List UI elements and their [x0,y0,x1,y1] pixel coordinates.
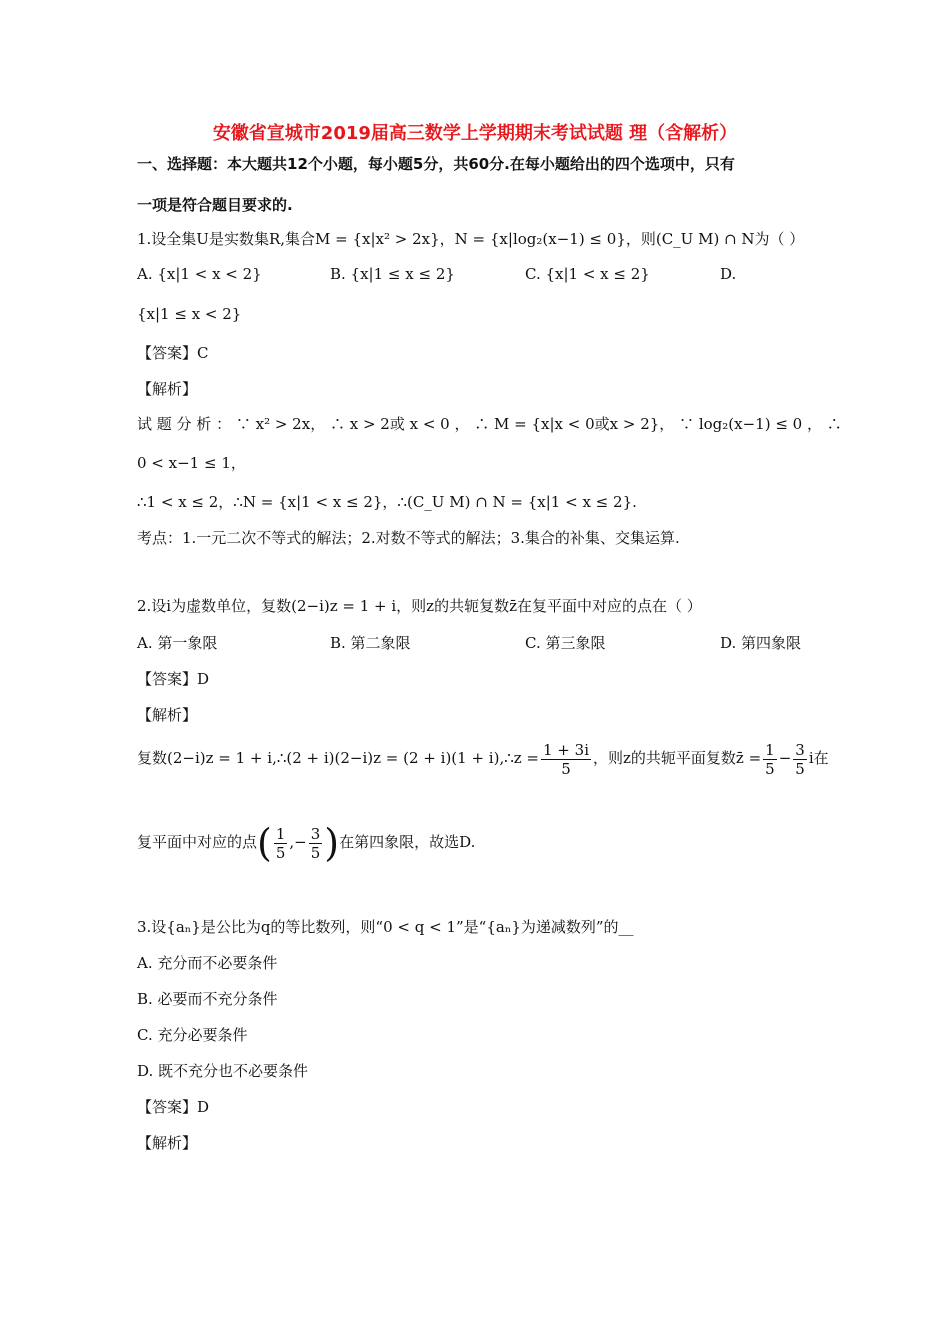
q2-fraction-real-numerator: 1 [765,740,775,759]
q2-fraction-z-numerator: 1 + 3i [543,740,589,759]
q3-option-b: B. 必要而不充分条件 [137,990,278,1008]
q2-point-x [274,825,288,862]
right-paren-icon: ) [324,821,340,865]
q2-analysis-1-post: i在 [808,749,829,767]
section-header-line-2: 一项是符合题目要求的. [137,196,293,214]
q2-option-c: C. 第三象限 [525,634,606,652]
q3-option-a: A. 充分而不必要条件 [137,954,278,972]
q3-stem: 3.设{aₙ}是公比为q的等比数列，则“0 < q < 1”是“{aₙ}为递减数列”的__ [137,918,634,936]
q2-point-x-denominator: 5 [275,843,286,862]
q1-option-d: D. [720,265,737,283]
q2-analysis-1-pre: 复数(2−i)z = 1 + i,∴(2 + i)(2−i)z = (2 + i)(1 + i),∴z = [137,749,539,767]
q1-stem: 1.设全集U是实数集R,集合M = {x|x² > 2x}，N = {x|log₂(x−1) ≤ 0}，则(C_U M) ∩ N为（ ） [137,230,805,248]
q2-option-b: B. 第二象限 [330,634,411,652]
q2-point-x-numerator: 1 [275,824,286,843]
q2-analysis-line-1 [137,738,829,778]
q2-option-d: D. 第四象限 [720,634,802,652]
q2-fraction-imag [793,741,807,778]
q2-fraction-real-denominator: 5 [765,759,775,778]
q1-answer: 【答案】C [137,344,209,362]
q2-point-y-denominator: 5 [310,843,321,862]
q2-analysis-label: 【解析】 [137,706,198,724]
q2-fraction-imag-denominator: 5 [795,759,805,778]
q1-analysis-line-2: 0 < x−1 ≤ 1， [137,454,246,472]
left-paren-icon: ( [257,821,272,865]
q1-option-c: C. {x|1 < x ≤ 2} [525,265,650,283]
q3-option-c: C. 充分必要条件 [137,1026,248,1044]
q2-analysis-2-comma: ,− [289,833,307,851]
q2-answer: 【答案】D [137,670,210,688]
q1-analysis-line-1: 试 题 分 析 ： ∵ x² > 2x， ∴ x > 2或 x < 0 ， ∴ M = {x|x < 0或x > 2}， ∵ log₂(x−1) ≤ 0 ， ∴ [137,415,842,433]
q1-option-b: B. {x|1 ≤ x ≤ 2} [330,265,455,283]
q2-analysis-2-pre: 复平面中对应的点 [137,833,258,851]
q2-fraction-real [763,741,777,778]
q2-analysis-1-minus: − [778,749,792,767]
q2-stem: 2.设i为虚数单位，复数(2−i)z = 1 + i，则z的共轭复数z̄在复平面中对应的点在（ ） [137,597,702,615]
q1-option-a: A. {x|1 < x < 2} [137,265,262,283]
q2-point-y [309,825,323,862]
q1-knowledge-points: 考点：1.一元二次不等式的解法；2.对数不等式的解法；3.集合的补集、交集运算. [137,529,680,547]
q3-analysis-label: 【解析】 [137,1134,198,1152]
q2-analysis-2-post: 在第四象限，故选D. [339,833,476,851]
q2-fraction-z [541,741,591,778]
q2-analysis-line-2 [137,820,475,865]
q2-fraction-imag-numerator: 3 [795,740,805,759]
q2-analysis-1-mid: ，则z的共轭平面复数z̄ = [593,749,762,767]
q1-analysis-line-3: ∴1 < x ≤ 2，∴N = {x|1 < x ≤ 2}，∴(C_U M) ∩ N = {x|1 < x ≤ 2}. [137,493,637,511]
q2-fraction-z-denominator: 5 [561,759,571,778]
q1-option-d-content: {x|1 ≤ x < 2} [137,305,242,323]
q2-option-a: A. 第一象限 [137,634,218,652]
q3-option-d: D. 既不充分也不必要条件 [137,1062,309,1080]
document-title: 安徽省宣城市2019届高三数学上学期期末考试试题 理（含解析） [212,123,738,144]
section-header-line-1: 一、选择题：本大题共12个小题，每小题5分，共60分.在每小题给出的四个选项中，只有 [137,155,735,173]
q3-answer: 【答案】D [137,1098,210,1116]
q2-point-y-numerator: 3 [310,824,321,843]
q1-analysis-label: 【解析】 [137,380,198,398]
